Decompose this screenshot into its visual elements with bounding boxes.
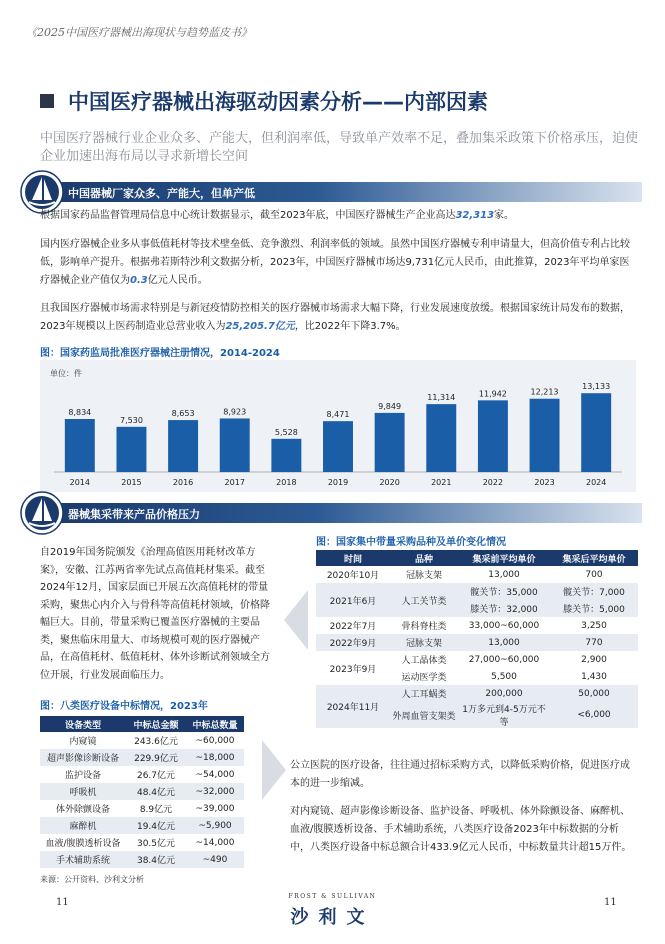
section-2-right-paragraph <box>290 757 636 857</box>
table-cell: 麻醉机 <box>40 817 126 834</box>
bar-2023 <box>530 399 560 472</box>
x-tick-label: 2019 <box>327 478 349 487</box>
table-cell: ~18,000 <box>186 749 244 766</box>
table-cell: 229.9亿元 <box>126 749 186 766</box>
table-cell: 2024年11月 <box>316 685 390 728</box>
table-cell: <6,000 <box>550 702 638 728</box>
bar-2018 <box>271 439 301 472</box>
table-cell: 2022年7月 <box>329 622 377 632</box>
x-tick-label: 2023 <box>534 478 555 487</box>
table-cell: 13,000 <box>488 569 520 580</box>
table-cell: 243.6亿元 <box>134 737 178 747</box>
table-cell: 700 <box>585 569 603 580</box>
x-tick-label: 2021 <box>431 478 452 487</box>
table-row <box>316 651 638 668</box>
bar-chart <box>40 360 636 492</box>
bar-value-label: 11,314 <box>427 393 456 403</box>
table-cell: 内窥镜 <box>69 737 97 747</box>
table-cell: 膝关节：5,000 <box>550 600 638 617</box>
x-tick-label: 2014 <box>69 478 90 487</box>
section-bar-2 <box>20 497 642 529</box>
table-cell: ~5,900 <box>186 817 244 834</box>
table-row <box>40 766 244 783</box>
page-title: 中国医疗器械出海驱动因素分析——内部因素 <box>68 90 488 114</box>
source-note: 来源：公开资料、沙利文分析 <box>40 875 144 884</box>
table-header: 集采前平均单价 <box>458 550 550 566</box>
x-tick-label: 2018 <box>276 478 297 487</box>
table-cell: 外周血管支架类 <box>390 702 458 728</box>
table-cell: 19.4亿元 <box>126 817 186 834</box>
table-cell: 髋关节：35,000 <box>458 583 550 600</box>
bar-chart-svg <box>40 360 636 492</box>
table-cell: 2023年9月 <box>329 664 377 675</box>
table-cell: 50,000 <box>550 685 638 702</box>
page-number-right: 11 <box>604 897 617 908</box>
heading-square-icon <box>40 94 54 108</box>
section-2-label: 器械集采带来产品价格压力 <box>68 508 200 521</box>
table-row <box>316 583 638 600</box>
table-1-title: 图：国家集中带量采购品种及单价变化情况 <box>316 537 506 548</box>
table-cell: 26.7亿元 <box>136 771 176 781</box>
table-cell: 人工关节类 <box>390 583 458 617</box>
table-header: 品种 <box>390 550 458 566</box>
table-row <box>316 634 638 651</box>
table-cell: 5,500 <box>491 671 517 682</box>
table-cell: 膝关节：32,000 <box>458 600 550 617</box>
table-cell: ~60,000 <box>195 735 235 746</box>
table-cell: 2022年9月 <box>316 634 390 651</box>
table-cell: 冠脉支架 <box>405 571 442 581</box>
table-row <box>40 851 244 868</box>
table-cell: 2021年6月 <box>316 583 390 617</box>
right-paragraph-2: 对内窥镜、超声影像诊断设备、监护设备、呼吸机、体外除颤设备、麻醉机、血液/腹膜透析设备、手术辅助系统，八类医疗设备2023年中标数据的分析中，八类医疗设备中标总额合计433.9亿元人民币，中标数量共计超15万件。 <box>290 806 632 853</box>
bar-2014 <box>65 419 95 472</box>
x-tick-label: 2020 <box>379 478 400 487</box>
table-row <box>316 566 638 583</box>
bar-2016 <box>168 420 198 472</box>
page-heading <box>40 86 488 116</box>
page-subtitle: 中国医疗器械行业企业众多、产能大，但利润率低，导致单产效率不足，叠加集采政策下价格承压，迫使企业加速出海布局以寻求新增长空间 <box>40 131 639 164</box>
table-row <box>40 749 244 766</box>
bar-value-label: 9,849 <box>378 401 402 411</box>
x-tick-label: 2017 <box>224 478 245 487</box>
table-cell: 13,000 <box>458 634 550 651</box>
bar-2022 <box>478 400 508 472</box>
procurement-table <box>316 550 638 728</box>
p3-text: 且我国医疗器械市场需求特别是与新冠疫情防控相关的医疗器械市场需求大幅下降，行业发展速度放缓。根据国家统计局发布的数据，2023年规模以上医药制造业总营业收入为 <box>40 303 630 332</box>
table-row <box>40 783 244 800</box>
chart-title: 图：国家药监局批准医疗器械注册情况，2014-2024 <box>40 348 280 359</box>
p2-text: 国内医疗器械企业多从事低值耗材等技术壁垒低、竞争激烈、利润率低的领域。虽然中国医疗器械专利申请量大，但高价值专利占比较低，影响单产提升。根据弗若斯特沙利文数据分析，2023年，中国医疗器械市场达9,731亿元人民币，由此推算，2023年平均单家医疗器械企业产值仅为 <box>40 239 630 286</box>
x-tick-label: 2016 <box>172 478 194 487</box>
x-tick-label: 2024 <box>586 478 607 487</box>
table-cell: 骨科脊柱类 <box>401 622 447 632</box>
p3-text-end: ，比2022年下降3.7%。 <box>294 321 406 332</box>
table-cell: 超声影像诊断设备 <box>40 749 126 766</box>
chart-unit-label: 单位：件 <box>50 369 82 378</box>
x-tick-label: 2022 <box>482 478 504 487</box>
bar-value-label: 12,213 <box>530 387 559 397</box>
table-header: 设备类型 <box>40 716 126 732</box>
bar-value-label: 7,530 <box>120 415 143 425</box>
p1-text-end: 家。 <box>494 210 515 221</box>
table-cell: 监护设备 <box>64 771 101 781</box>
table-cell: 人工耳蜗类 <box>390 685 458 702</box>
bar-2017 <box>220 418 250 472</box>
bar-value-label: 8,471 <box>326 410 350 420</box>
p2-highlight: 0.3 <box>130 275 148 286</box>
bar-value-label: 11,942 <box>478 389 507 399</box>
p1-text: 根据国家药品监督管理局信息中心统计数据显示，截至2023年底，中国医疗器械生产企业高达 <box>40 210 456 221</box>
table-cell: ~54,000 <box>195 769 235 780</box>
table-cell: 运动医学类 <box>401 673 447 683</box>
paragraph-1 <box>40 207 636 225</box>
table-cell: 27,000~60,000 <box>468 654 540 665</box>
table-cell: 2,900 <box>581 654 607 665</box>
table-cell: 30.5亿元 <box>136 839 176 849</box>
table-cell: 冠脉支架 <box>390 634 458 651</box>
table-cell: ~14,000 <box>195 837 235 848</box>
table-cell: 200,000 <box>458 685 550 702</box>
table-row <box>40 834 244 851</box>
table-cell: 呼吸机 <box>40 783 126 800</box>
table-cell: 38.4亿元 <box>126 851 186 868</box>
table-cell: 33,000~60,000 <box>468 620 540 631</box>
document-title: 《2025中国医疗器械出海现状与趋势蓝皮书》 <box>26 26 252 39</box>
arrow-right-icon <box>262 740 286 800</box>
bar-value-label: 8,923 <box>223 407 247 417</box>
table-cell: 人工晶体类 <box>401 656 447 666</box>
bar-2019 <box>323 421 353 472</box>
equipment-table <box>40 716 244 868</box>
paragraph-2 <box>40 236 636 290</box>
paragraph-3 <box>40 300 636 336</box>
arrow-left-icon <box>284 590 308 650</box>
table-row <box>40 732 244 749</box>
bar-2024 <box>581 393 611 472</box>
bar-2020 <box>375 413 405 472</box>
bar-2021 <box>426 404 456 472</box>
sailboat-icon <box>20 491 64 535</box>
brand-name-en: FROST & SULLIVAN <box>288 893 377 900</box>
table-cell: ~39,000 <box>195 803 235 814</box>
table-header: 时间 <box>316 550 390 566</box>
section-2-left-paragraph: 自2019年国务院颁发《治理高值医用耗材改革方案》，安徽、江苏两省率先试点高值耗材集采。截至2024年12月，国家层面已开展五次高值耗材的带量采购，聚焦心内介入与骨科等高值耗材领域，价格降幅巨大。目前，带量采购已覆盖医疗器械的主要品类，聚焦临床用量大、市场规模可观的医疗器械产品，在高值耗材、低值耗材、体外诊断试剂领域全方位开展，行业发展面临压力。 <box>40 547 270 681</box>
page-number-left: 11 <box>56 897 69 908</box>
table-row <box>40 800 244 817</box>
p2-text-end: 亿元人民币。 <box>147 275 208 286</box>
table-cell: ~490 <box>186 851 244 868</box>
table-cell: 770 <box>550 634 638 651</box>
table-cell: 1,430 <box>581 671 607 682</box>
table-cell: 1万多元到4-5万元不等 <box>458 702 550 728</box>
table-cell: 3,250 <box>581 620 607 631</box>
table-cell: 体外除颤设备 <box>55 805 110 815</box>
x-tick-label: 2015 <box>121 478 142 487</box>
table-row <box>316 685 638 702</box>
brand-logo: 沙利文 <box>290 907 375 928</box>
table-cell: ~32,000 <box>186 783 244 800</box>
table-cell: 2020年10月 <box>326 571 380 581</box>
table-cell: 48.4亿元 <box>126 783 186 800</box>
bar-2015 <box>116 427 146 472</box>
table-header: 中标总金额 <box>126 716 186 732</box>
bar-value-label: 5,528 <box>274 427 298 437</box>
table-header: 集采后平均单价 <box>550 550 638 566</box>
table-header: 中标总数量 <box>186 716 244 732</box>
table-cell: 髋关节：7,000 <box>550 583 638 600</box>
p1-highlight: 32,313 <box>455 210 495 221</box>
right-paragraph-1: 公立医院的医疗设备，往往通过招标采购方式，以降低采购价格，促进医疗成本的进一步缩减。 <box>290 760 630 789</box>
section-1-label: 中国器械厂家众多、产能大，但单产低 <box>68 187 255 200</box>
table-row <box>316 617 638 634</box>
p3-highlight: 25,205.7亿元 <box>225 321 295 332</box>
section-bar-1 <box>20 176 642 208</box>
bar-value-label: 8,834 <box>68 407 92 417</box>
table-cell: 手术辅助系统 <box>40 851 126 868</box>
table-cell: 8.9亿元 <box>139 805 173 815</box>
bar-value-label: 8,653 <box>171 409 195 419</box>
table-cell: 血液/腹膜透析设备 <box>45 839 121 849</box>
bar-value-label: 13,133 <box>582 382 611 392</box>
table-row <box>40 817 244 834</box>
table-2-title: 图：八类医疗设备中标情况，2023年 <box>40 701 208 712</box>
